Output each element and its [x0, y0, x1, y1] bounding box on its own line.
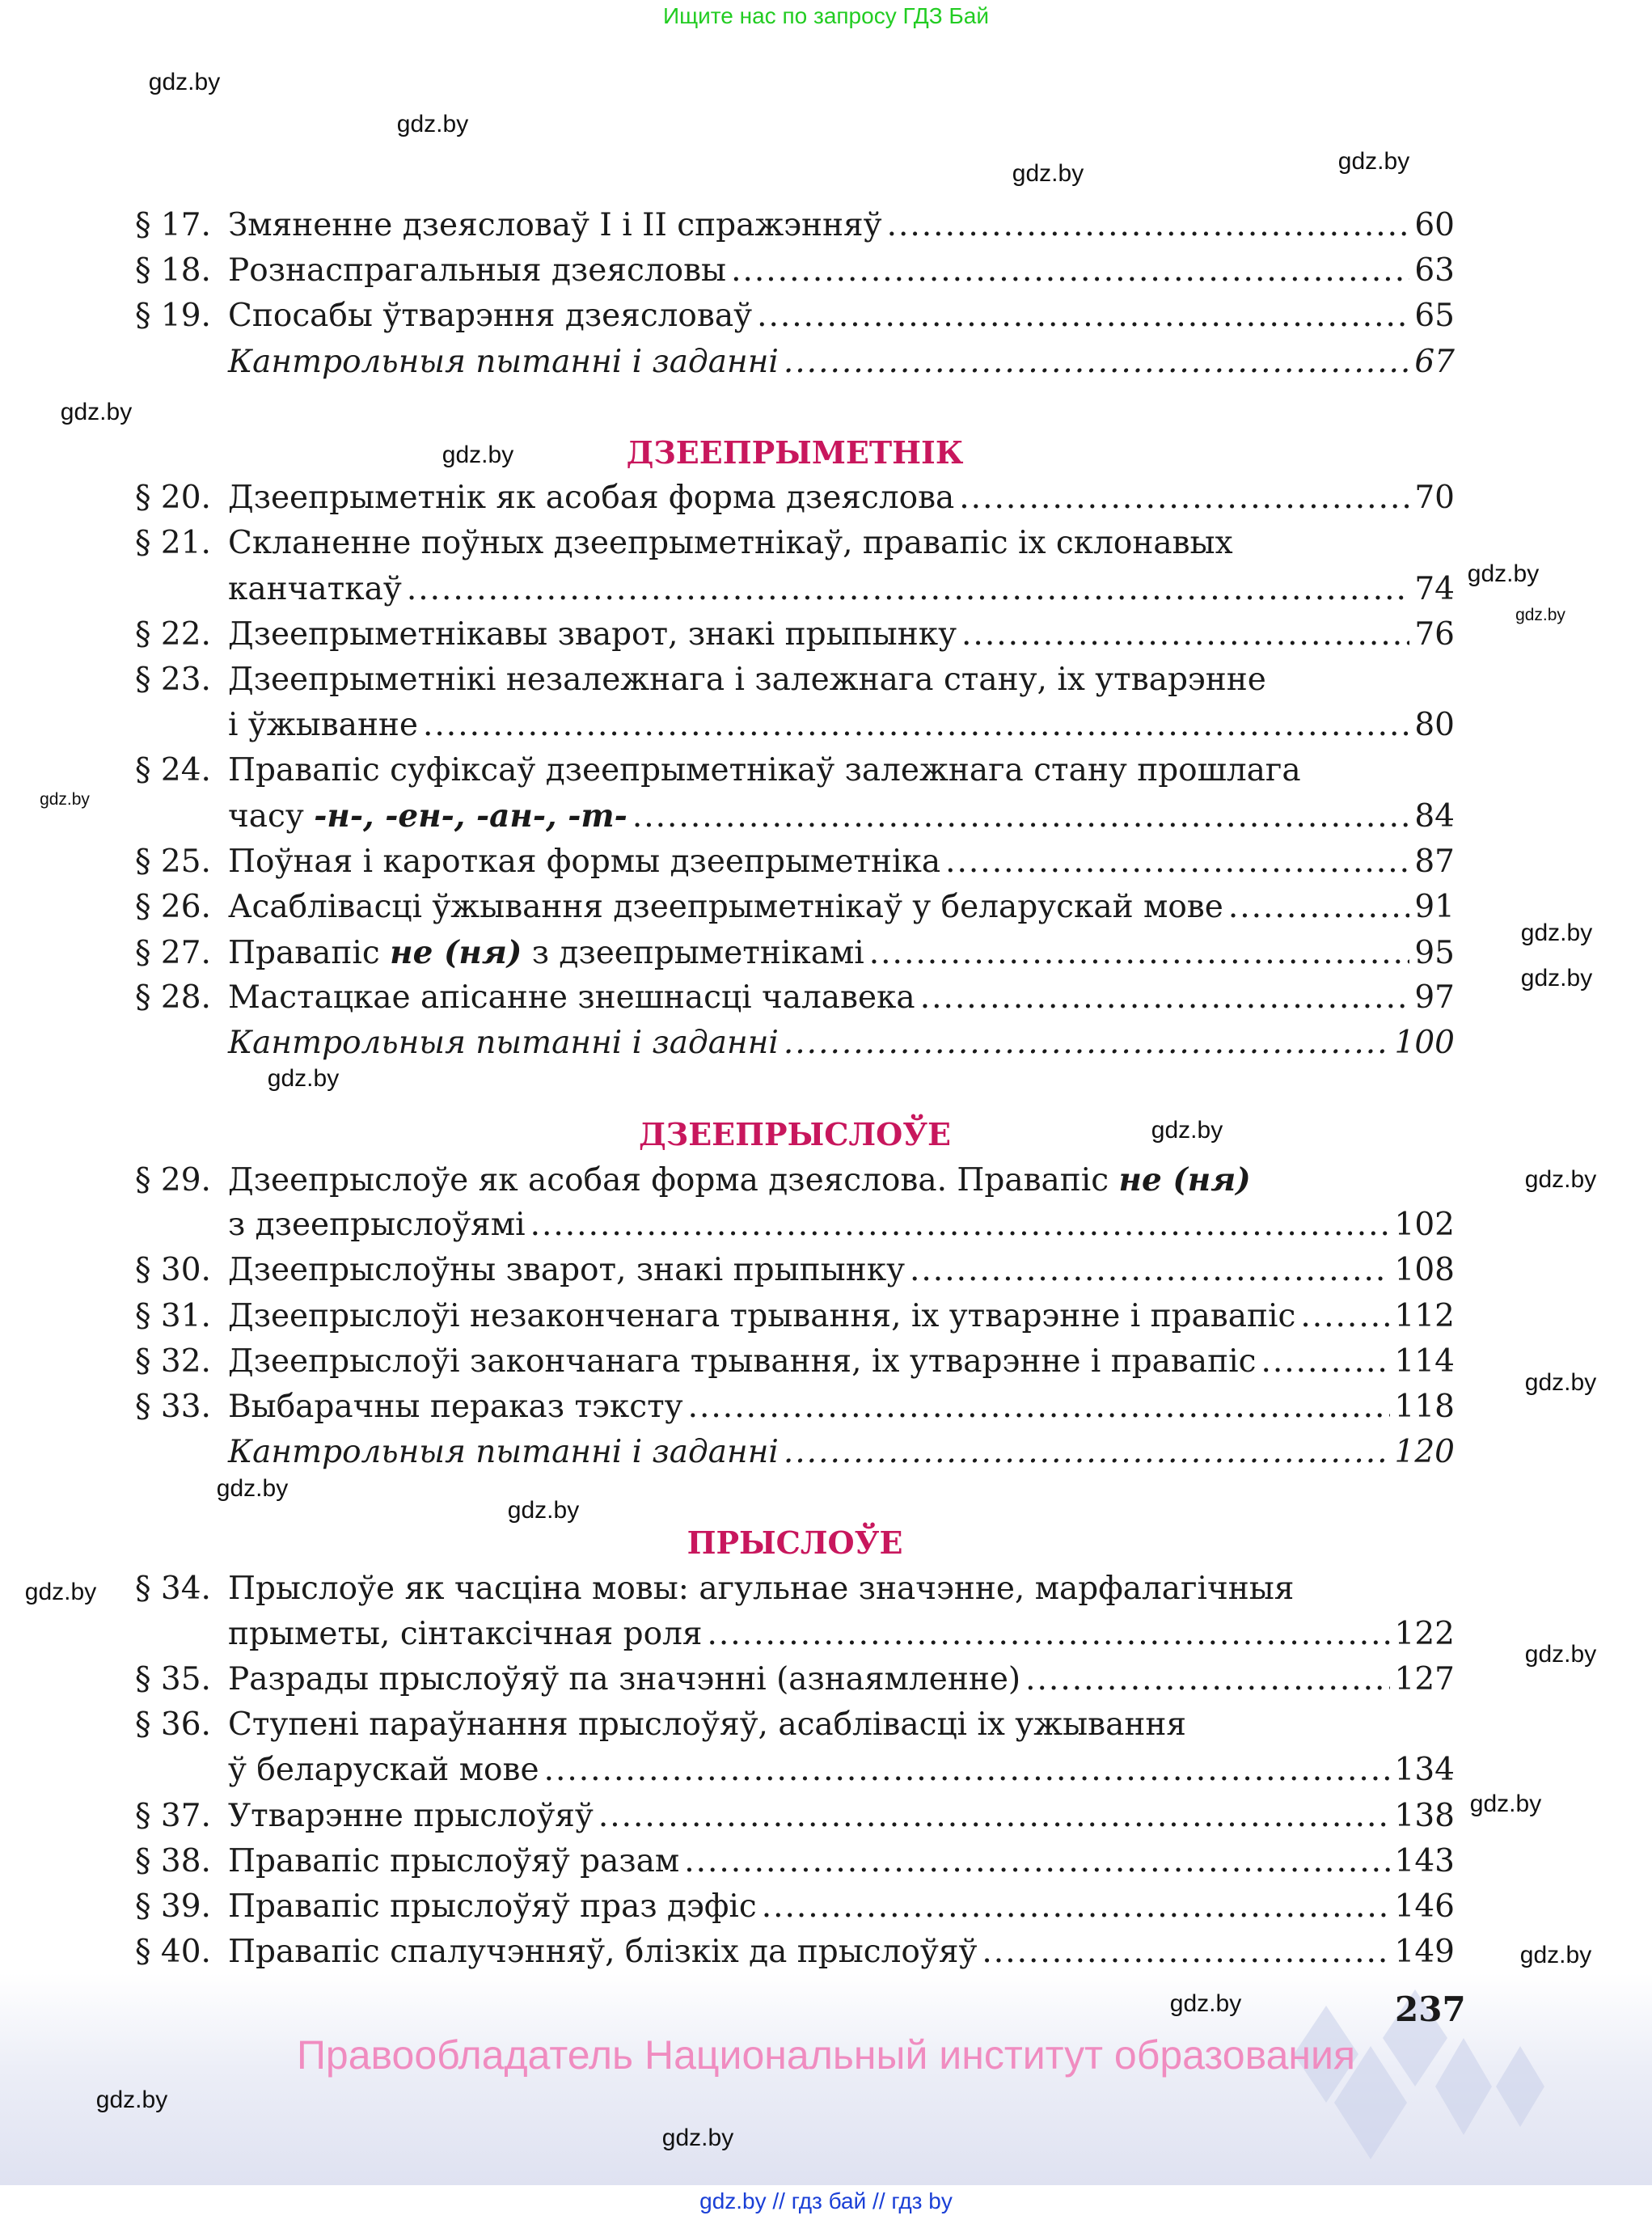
section-heading: ПРЫСЛОЎЕ	[687, 1524, 903, 1562]
toc-entry-line	[135, 1839, 1455, 1884]
entry-title[interactable]: Кантрольныя пытанні і заданні	[228, 1434, 779, 1471]
page-ref[interactable]: 122	[1394, 1615, 1455, 1652]
section-number: § 40.	[135, 1934, 211, 1971]
page-ref[interactable]: 74	[1414, 570, 1455, 607]
page-ref[interactable]: 134	[1394, 1752, 1455, 1789]
section-heading: ДЗЕЕПРЫМЕТНІК	[626, 433, 964, 471]
page-ref[interactable]: 63	[1414, 252, 1455, 290]
watermark: gdz.by	[24, 1579, 97, 1605]
watermark: gdz.by	[1524, 1369, 1597, 1396]
entry-title[interactable]: Спосабы ўтварэння дзеясловаў	[228, 298, 753, 335]
section-number: § 23.	[135, 661, 211, 698]
dot-leader	[910, 1248, 1390, 1293]
watermark: gdz.by	[1467, 560, 1540, 587]
toc-entry-line	[135, 1021, 1455, 1066]
entry-title[interactable]: Дзеепрыслоўі незаконченага трывання, іх утварэнне і правапіс	[228, 1297, 1296, 1334]
dot-leader	[731, 248, 1409, 294]
toc-entry-line	[135, 476, 1455, 521]
entry-title[interactable]: часу -н-, -ен-, -ан-, -т-	[228, 797, 627, 835]
watermark: gdz.by	[507, 1497, 580, 1524]
toc-entry-line	[135, 1930, 1455, 1975]
dot-leader	[959, 476, 1409, 521]
page-ref[interactable]: 112	[1394, 1297, 1455, 1334]
toc-entry-line	[135, 1385, 1455, 1430]
entry-title[interactable]: Асаблівасці ўжывання дзеепрыметнікаў у беларускай мове	[228, 888, 1223, 925]
entry-title[interactable]: Дзеепрыметнікі незалежнага і залежнага стану, іх утварэнне	[228, 661, 1266, 698]
entry-title[interactable]: Дзеепрыметнікавы зварот, знакі прыпынку	[228, 615, 957, 653]
page-ref[interactable]: 143	[1394, 1842, 1455, 1879]
toc-entry-line	[135, 1339, 1455, 1385]
toc-entry[interactable]	[135, 839, 1455, 885]
watermark: gdz.by	[40, 790, 90, 809]
toc-entry[interactable]	[135, 930, 1455, 975]
section-number: § 24.	[135, 752, 211, 789]
watermark: gdz.by	[1151, 1117, 1223, 1144]
toc-entry[interactable]	[135, 1930, 1455, 1975]
toc-entry[interactable]	[135, 476, 1455, 521]
toc-entry[interactable]	[135, 1567, 1455, 1657]
toc-entry-line	[135, 567, 1455, 612]
section-number: § 27.	[135, 935, 211, 971]
page-ref[interactable]: 118	[1394, 1388, 1455, 1425]
rights-holder-notice: Правообладатель Национальный институт образования	[296, 2032, 1356, 2078]
section-number: § 25.	[135, 843, 211, 880]
section-number: § 22.	[135, 615, 211, 653]
page-ref[interactable]: 84	[1414, 798, 1455, 835]
watermark: gdz.by	[1524, 1641, 1597, 1668]
section-number: § 19.	[135, 298, 211, 335]
toc-entry-line	[135, 1203, 1455, 1248]
watermark: gdz.by	[216, 1475, 289, 1502]
watermark: gdz.by	[148, 69, 221, 95]
toc-entry[interactable]	[135, 975, 1455, 1021]
page-ref[interactable]: 108	[1394, 1252, 1455, 1289]
dot-leader	[684, 1839, 1389, 1884]
search-hint-banner[interactable]: Ищите нас по запросу ГДЗ Бай	[662, 3, 990, 28]
page-ref[interactable]: 95	[1414, 935, 1455, 971]
toc-entry-line	[135, 340, 1455, 385]
entry-title[interactable]: прыметы, сінтаксічная роля	[228, 1615, 703, 1652]
section-number: § 28.	[135, 979, 211, 1017]
entry-title[interactable]: ў беларускай мове	[228, 1752, 539, 1789]
emphasized-term: не (ня)	[390, 934, 522, 971]
section-number: § 33.	[135, 1388, 211, 1425]
dot-leader	[762, 1884, 1390, 1930]
section-number: § 35.	[135, 1661, 211, 1698]
section-number: § 37.	[135, 1797, 211, 1834]
emphasized-term: -н-, -ен-, -ан-, -т-	[314, 797, 627, 835]
toc-entry[interactable]	[135, 1157, 1455, 1248]
section-number: § 39.	[135, 1888, 211, 1925]
entry-title[interactable]: Правапіс прыслоўяў разам	[228, 1842, 680, 1879]
toc-entry-line	[135, 1884, 1455, 1930]
toc-entry[interactable]	[135, 1702, 1455, 1793]
toc-entry-line	[135, 930, 1455, 975]
section-number: § 30.	[135, 1252, 211, 1289]
toc-entry-line	[135, 975, 1455, 1021]
entry-title[interactable]: Прыслоўе як часціна мовы: агульнае значэнне, марфалагічныя	[228, 1570, 1295, 1607]
page-ref[interactable]: 102	[1394, 1207, 1455, 1244]
entry-title[interactable]: Мастацкае апісанне знешнасці чалавека	[228, 979, 915, 1017]
section-number: § 32.	[135, 1342, 211, 1380]
section-number: § 31.	[135, 1297, 211, 1334]
dot-leader	[688, 1385, 1390, 1430]
page-ref[interactable]: 65	[1414, 298, 1455, 335]
dot-leader	[982, 1930, 1389, 1975]
toc-entry-line	[135, 1248, 1455, 1293]
toc-entry[interactable]	[135, 1884, 1455, 1930]
entry-title[interactable]: Дзеепрыметнік як асобая форма дзеяслова	[228, 480, 955, 517]
dot-leader	[708, 1612, 1390, 1657]
toc-entry-line	[135, 839, 1455, 885]
toc-entry-line	[135, 294, 1455, 339]
watermark: gdz.by	[1337, 148, 1410, 175]
dot-leader	[1228, 885, 1410, 930]
page-number: 237	[1395, 1989, 1466, 2029]
toc-entry[interactable]	[135, 1430, 1455, 1475]
page-ref[interactable]: 70	[1414, 480, 1455, 517]
toc-entry-line	[135, 1612, 1455, 1657]
toc-entry[interactable]	[135, 294, 1455, 339]
page-ref[interactable]: 76	[1414, 615, 1455, 653]
toc-entry[interactable]	[135, 340, 1455, 385]
toc-entry-line	[135, 1567, 1455, 1612]
entry-title[interactable]: Разрады прыслоўяў па значэнні (азнаямленне)	[228, 1661, 1021, 1698]
dot-leader	[1300, 1294, 1389, 1339]
page-ref[interactable]: 138	[1394, 1797, 1455, 1834]
page-ref[interactable]: 60	[1414, 207, 1455, 243]
watermark: gdz.by	[661, 2125, 734, 2151]
watermark: gdz.by	[267, 1065, 340, 1092]
emphasized-term: не (ня)	[1118, 1161, 1251, 1199]
toc-entry[interactable]	[135, 203, 1455, 248]
entry-title[interactable]: Поўная і кароткая формы дзеепрыметніка	[228, 843, 941, 880]
dot-leader	[1025, 1657, 1389, 1702]
entry-title[interactable]: Дзеепрыслоўе як асобая форма дзеяслова. Правапіс не (ня)	[228, 1161, 1251, 1199]
toc-entry[interactable]	[135, 748, 1455, 839]
entry-title[interactable]: Утварэнне прыслоўяў	[228, 1797, 594, 1834]
watermark: gdz.by	[396, 111, 469, 137]
footer-links[interactable]: gdz.by // гдз бай // гдз by	[699, 2188, 953, 2213]
page-ref[interactable]: 67	[1414, 343, 1455, 380]
toc-entry[interactable]	[135, 885, 1455, 930]
toc-entry-line	[135, 703, 1455, 748]
entry-title[interactable]: і ўжыванне	[228, 707, 419, 744]
entry-title[interactable]: Дзеепрыслоўны зварот, знакі прыпынку	[228, 1252, 906, 1289]
entry-title[interactable]: Кантрольныя пытанні і заданні	[228, 343, 779, 380]
dot-leader	[423, 703, 1409, 748]
toc-entry[interactable]	[135, 1385, 1455, 1430]
toc-entry-line	[135, 1657, 1455, 1702]
entry-title[interactable]: Правапіс прыслоўяў праз дэфіс	[228, 1888, 757, 1925]
watermark: gdz.by	[1520, 965, 1593, 991]
watermark: gdz.by	[95, 2087, 168, 2113]
entry-title[interactable]: з дзеепрыслоўямі	[228, 1207, 526, 1244]
page-ref[interactable]: 127	[1394, 1661, 1455, 1698]
dot-leader	[544, 1748, 1390, 1793]
section-number: § 26.	[135, 888, 211, 925]
section-number: § 20.	[135, 480, 211, 517]
dot-leader	[407, 567, 1410, 612]
entry-title[interactable]: Правапіс суфіксаў дзеепрыметнікаў залежнага стану прошлага	[228, 752, 1301, 789]
toc-entry[interactable]	[135, 1248, 1455, 1293]
toc-entry[interactable]	[135, 1839, 1455, 1884]
toc-entry-line	[135, 1294, 1455, 1339]
toc-entry-line	[135, 1157, 1455, 1203]
dot-leader	[784, 1430, 1390, 1475]
toc-entry[interactable]	[135, 248, 1455, 294]
dot-leader	[920, 975, 1410, 1021]
entry-title[interactable]: Змяненне дзеясловаў I і II спражэнняў	[228, 207, 882, 243]
toc-entry-line	[135, 248, 1455, 294]
dot-leader	[869, 931, 1410, 976]
dot-leader	[632, 794, 1410, 839]
watermark: gdz.by	[1469, 1791, 1542, 1817]
watermark: gdz.by	[1520, 920, 1593, 946]
watermark: gdz.by	[1515, 606, 1565, 624]
page-ref[interactable]: 114	[1394, 1342, 1455, 1380]
page-ref[interactable]: 146	[1394, 1888, 1455, 1925]
watermark: gdz.by	[1012, 160, 1084, 187]
toc-entry-line	[135, 1748, 1455, 1793]
page-ref[interactable]: 87	[1414, 843, 1455, 880]
toc-entry-line	[135, 793, 1455, 839]
dot-leader	[784, 1021, 1390, 1066]
page-ref[interactable]: 149	[1394, 1934, 1455, 1971]
dot-leader	[784, 340, 1409, 385]
toc-entry[interactable]	[135, 1794, 1455, 1839]
section-number: § 17.	[135, 207, 211, 243]
entry-title[interactable]: Выбарачны пераказ тэксту	[228, 1388, 683, 1425]
toc-entry[interactable]	[135, 657, 1455, 748]
page-ref[interactable]: 100	[1394, 1025, 1455, 1062]
dot-leader	[598, 1794, 1390, 1839]
dot-leader	[887, 203, 1410, 248]
toc-entry-line	[135, 748, 1455, 793]
toc-entry[interactable]	[135, 1339, 1455, 1385]
toc-entry[interactable]	[135, 1657, 1455, 1702]
entry-title[interactable]: канчаткаў	[228, 570, 402, 607]
page-ref[interactable]: 91	[1414, 888, 1455, 925]
section-number: § 18.	[135, 252, 211, 290]
toc-entry-line	[135, 1794, 1455, 1839]
watermark: gdz.by	[442, 442, 514, 468]
section-number: § 21.	[135, 525, 211, 562]
page-ref[interactable]: 97	[1414, 979, 1455, 1017]
entry-title[interactable]: Дзеепрыслоўі закончанага трывання, іх утварэнне і правапіс	[228, 1342, 1257, 1380]
watermark: gdz.by	[1524, 1166, 1597, 1193]
dot-leader	[945, 839, 1409, 885]
toc-entry-line	[135, 612, 1455, 657]
toc-entry-line	[135, 1702, 1455, 1748]
dot-leader	[530, 1203, 1390, 1248]
toc-entry[interactable]	[135, 1021, 1455, 1066]
page-ref[interactable]: 80	[1414, 707, 1455, 744]
section-number: § 36.	[135, 1706, 211, 1744]
dot-leader	[1261, 1339, 1389, 1385]
section-heading: ДЗЕЕПРЫСЛОЎЕ	[639, 1115, 951, 1152]
toc-entry-line	[135, 885, 1455, 930]
entry-title[interactable]: Ступені параўнання прыслоўяў, асаблівасці іх ужывання	[228, 1706, 1186, 1744]
toc-entry-line	[135, 521, 1455, 566]
toc-entry-line	[135, 203, 1455, 248]
watermark: gdz.by	[1169, 1990, 1242, 2017]
toc-entry[interactable]	[135, 612, 1455, 657]
toc-entry-line	[135, 657, 1455, 703]
dot-leader	[757, 294, 1409, 339]
entry-title[interactable]: Правапіс спалучэнняў, блізкіх да прыслоўяў	[228, 1934, 978, 1971]
page-ref[interactable]: 120	[1394, 1434, 1455, 1471]
entry-title[interactable]: Правапіс не (ня) з дзеепрыметнікамі	[228, 934, 864, 971]
toc-entry[interactable]	[135, 1294, 1455, 1339]
entry-title[interactable]: Скланенне поўных дзеепрыметнікаў, правапіс іх склонавых	[228, 525, 1233, 562]
section-number: § 34.	[135, 1570, 211, 1607]
watermark: gdz.by	[60, 399, 133, 425]
section-number: § 29.	[135, 1161, 211, 1199]
entry-title[interactable]: Кантрольныя пытанні і заданні	[228, 1025, 779, 1062]
entry-title[interactable]: Рознаспрагальныя дзеясловы	[228, 252, 727, 290]
toc-entry[interactable]	[135, 521, 1455, 611]
dot-leader	[961, 612, 1409, 657]
section-number: § 38.	[135, 1842, 211, 1879]
watermark: gdz.by	[1519, 1942, 1592, 1968]
toc-entry-line	[135, 1430, 1455, 1475]
